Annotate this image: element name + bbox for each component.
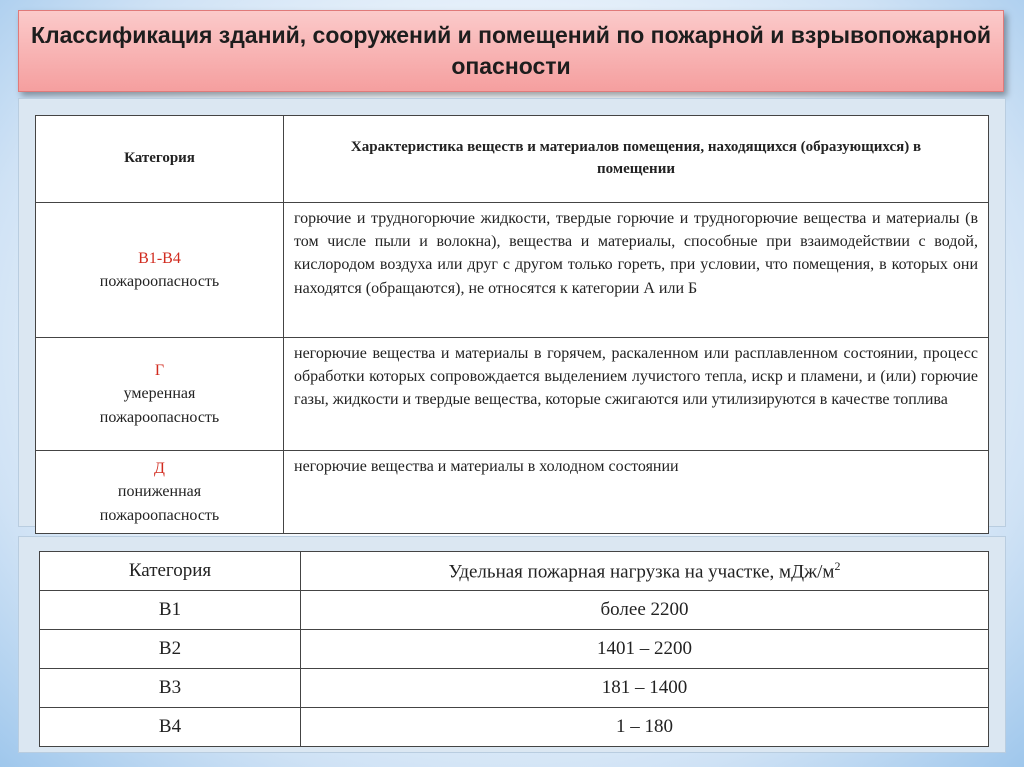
- title-banner: [18, 10, 1004, 92]
- fire-load-panel: [18, 536, 1006, 753]
- category-cell: [36, 203, 284, 338]
- characteristics-panel: [18, 98, 1006, 527]
- category-level: пониженная пожароопасность: [99, 483, 220, 524]
- table-row: [36, 338, 989, 451]
- load-value: более 2200: [301, 591, 989, 630]
- table-header-row: [36, 116, 989, 203]
- category-code: Д: [154, 460, 165, 478]
- category-code: В3: [40, 669, 301, 708]
- table-row: [36, 451, 989, 534]
- characteristics-table: [35, 115, 989, 534]
- page-title: Классификация зданий, сооружений и помещений по пожарной и взрывопожарной опасности: [30, 21, 992, 79]
- load-value: 1 – 180: [301, 708, 989, 747]
- header-load-text: Удельная пожарная нагрузка на участке, мДж/м: [448, 561, 835, 583]
- header-category: Категория: [40, 552, 301, 591]
- header-load: [301, 552, 989, 591]
- fire-load-table: [39, 551, 989, 747]
- load-value: 181 – 1400: [301, 669, 989, 708]
- description-cell: горючие и трудногорючие жидкости, твердые горючие и трудногорючие вещества и материалы (в том числе пыли и волокна), вещества и материалы, способные при взаимодействии с водой, кислородом воздуха или друг с другом только гореть, при условии, что помещения, в которых они находятся (обращаются), не относятся к категории А или Б: [284, 203, 989, 338]
- category-code: В4: [40, 708, 301, 747]
- category-cell: [36, 451, 284, 534]
- header-load-sup: 2: [834, 558, 841, 573]
- table-row: [36, 203, 989, 338]
- description-cell: негорючие вещества и материалы в горячем, раскаленном или расплавленном состоянии, процесс обработки которых сопровождается выделением лучистого тепла, искр и пламени, и (или) горючие газы, жидкости и твердые вещества, которые сжигаются или утилизируются в качестве топлива: [284, 338, 989, 451]
- category-code: В2: [40, 630, 301, 669]
- header-description: Характеристика веществ и материалов помещения, находящихся (образующихся) в помещении: [284, 116, 989, 203]
- category-level: умеренная пожароопасность: [99, 385, 220, 426]
- header-category: Категория: [36, 116, 284, 203]
- category-code: В1: [40, 591, 301, 630]
- category-cell: [36, 338, 284, 451]
- category-code: В1-В4: [138, 249, 181, 267]
- table-row: [40, 708, 989, 747]
- table-row: [40, 669, 989, 708]
- category-level: пожароопасность: [99, 273, 220, 290]
- table-row: [40, 591, 989, 630]
- category-code: Г: [154, 362, 165, 380]
- table-row: [40, 630, 989, 669]
- load-value: 1401 – 2200: [301, 630, 989, 669]
- table-header-row: [40, 552, 989, 591]
- description-cell: негорючие вещества и материалы в холодном состоянии: [284, 451, 989, 534]
